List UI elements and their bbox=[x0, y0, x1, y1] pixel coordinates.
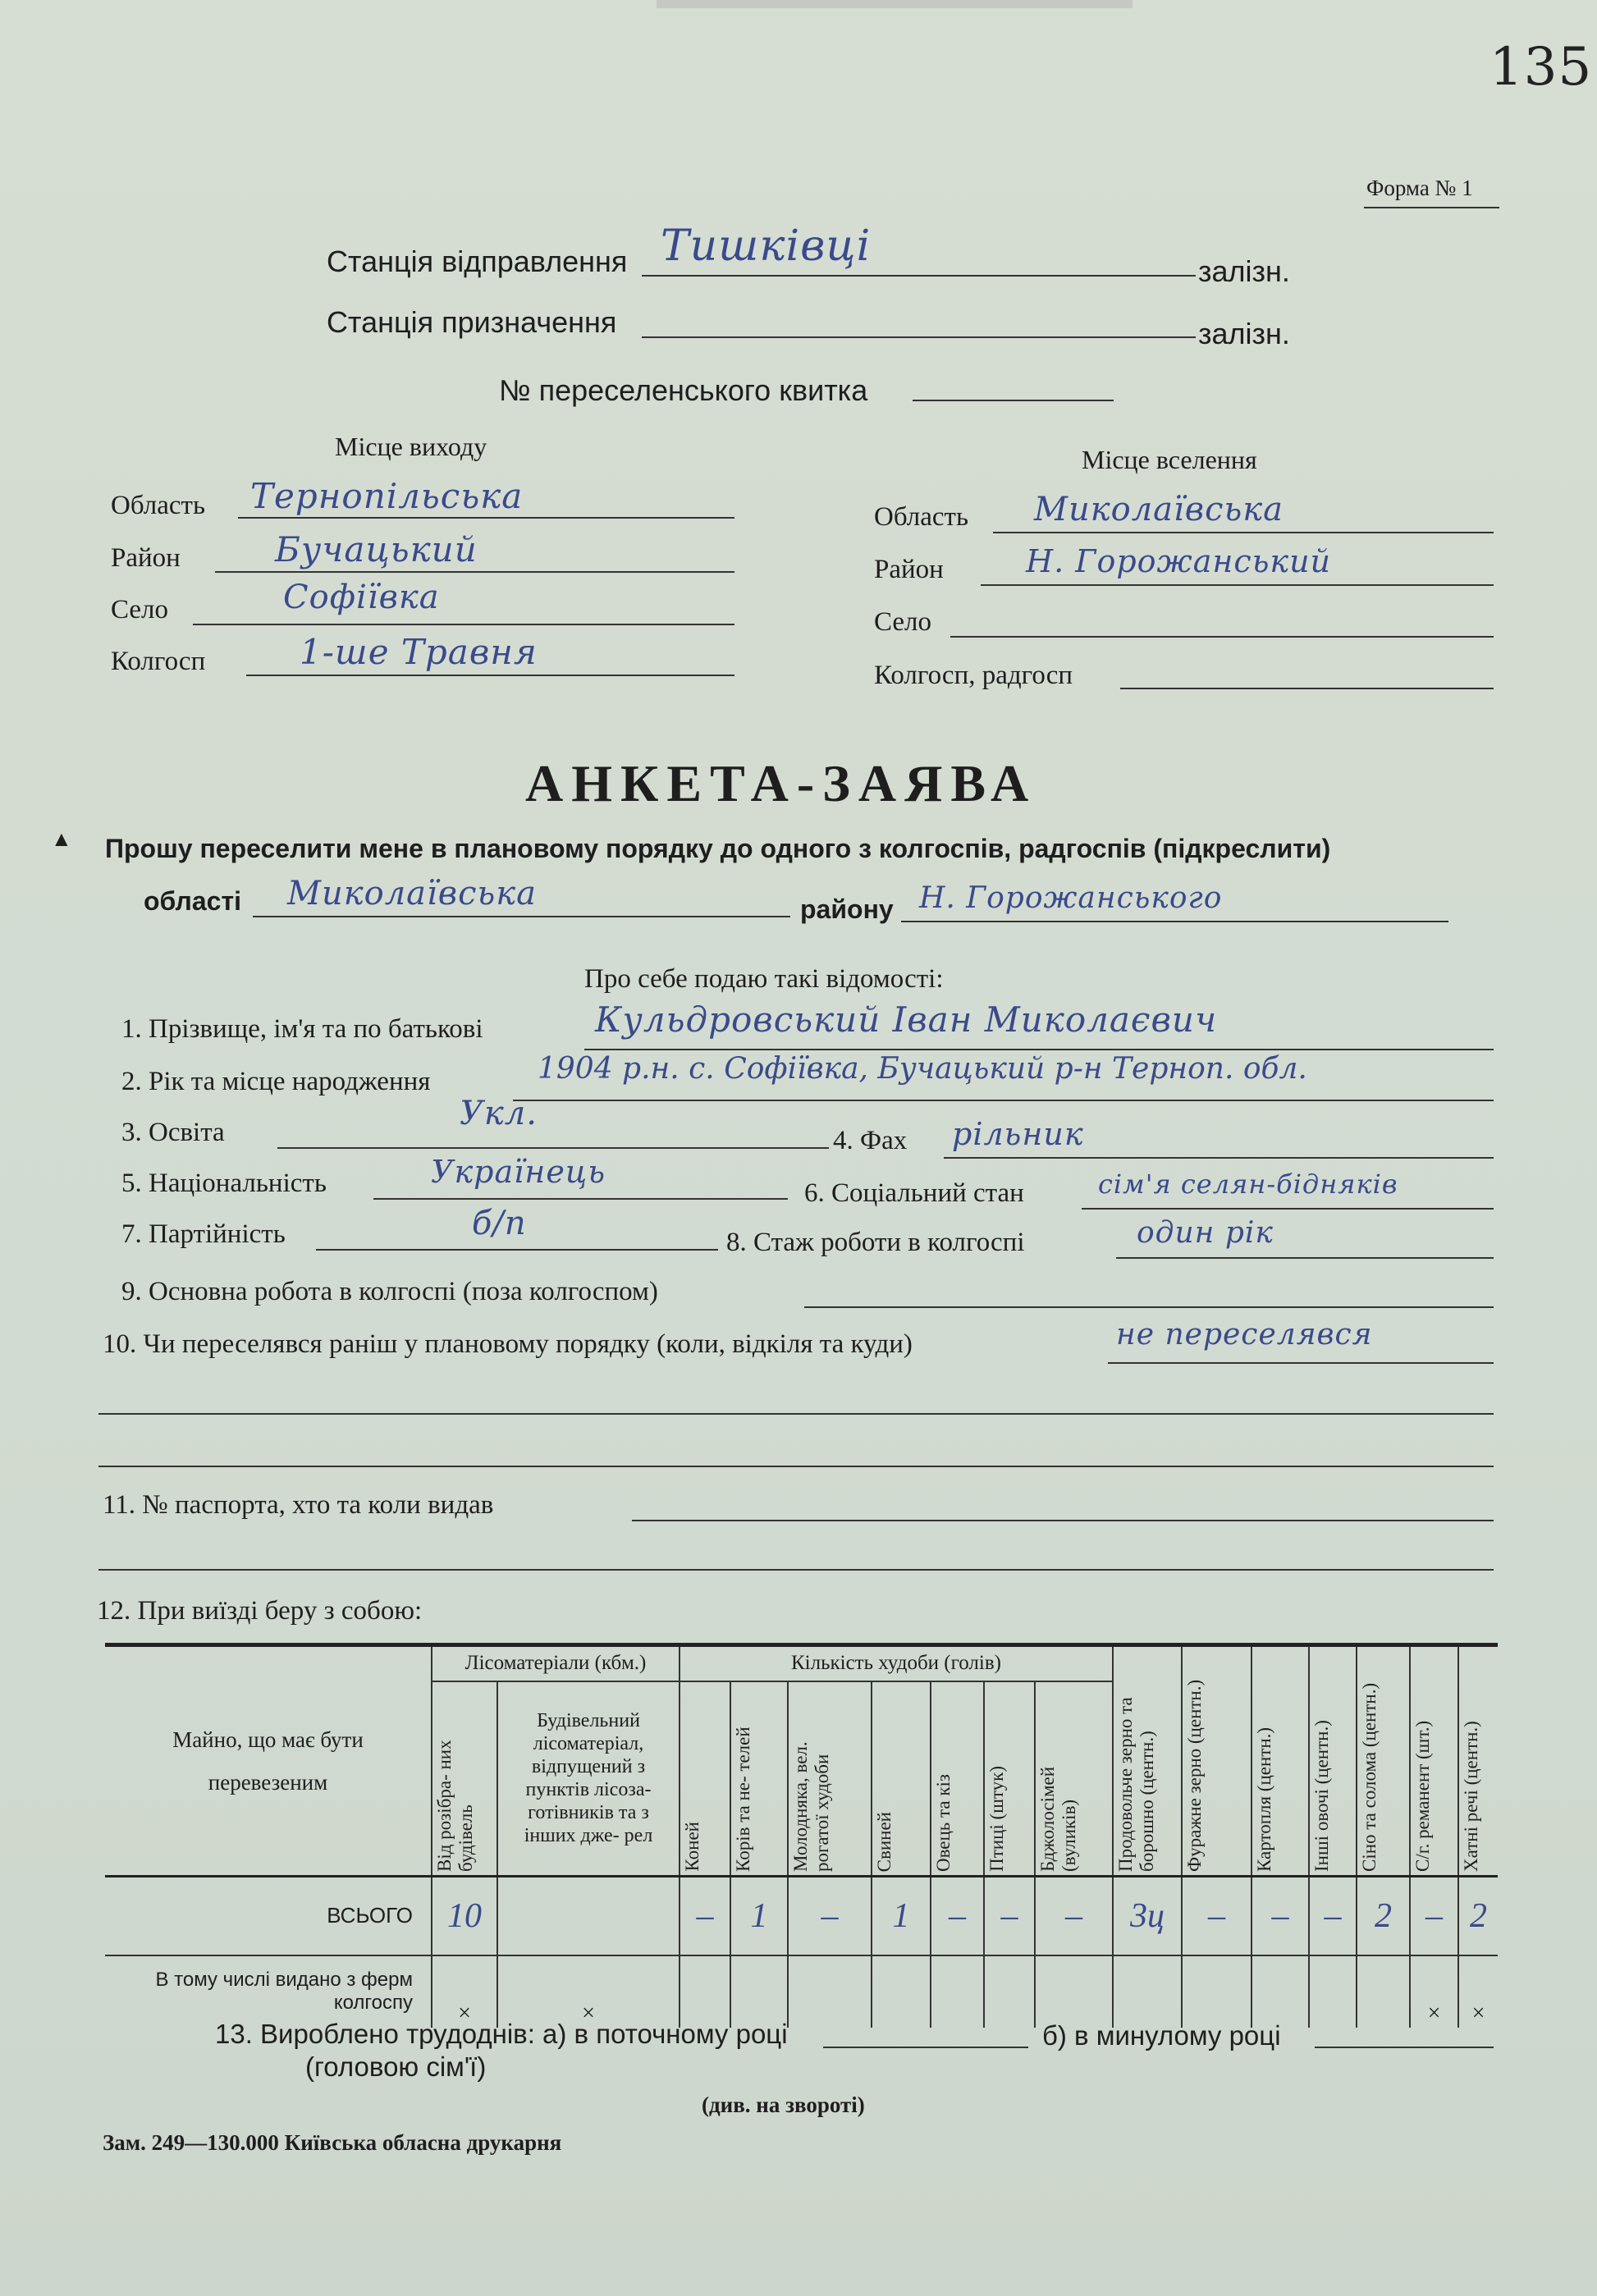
field-8-label: 8. Стаж роботи в колгоспі bbox=[726, 1228, 1025, 1257]
destination-region-value: Миколаївська bbox=[1034, 491, 1284, 528]
ticket-line bbox=[913, 400, 1114, 401]
origin-kolhosp-label: Колгосп bbox=[111, 647, 206, 676]
field-11-line-2 bbox=[98, 1569, 1494, 1571]
origin-kolhosp-value: 1-ше Травня bbox=[300, 632, 538, 672]
table-cell bbox=[1035, 1955, 1113, 2028]
table-cell: 3ц bbox=[1113, 1877, 1182, 1955]
table-cell: 1 bbox=[730, 1877, 788, 1955]
table-cell: 1 bbox=[872, 1877, 931, 1955]
table-cell: 10 bbox=[432, 1877, 497, 1955]
table-cell: – bbox=[1252, 1877, 1309, 1955]
request-rayon-label: району bbox=[800, 894, 894, 924]
table-cell bbox=[984, 1955, 1035, 2028]
col-grain-header: Продовольче зерно та борошно (центн.) bbox=[1115, 1697, 1157, 1872]
col-demolished-header: Від розібра- них будівель bbox=[434, 1740, 476, 1872]
origin-kolhosp-line bbox=[246, 675, 734, 676]
table-cell: × bbox=[432, 1955, 497, 2028]
origin-region-value: Тернопільська bbox=[250, 476, 524, 516]
field-7-line bbox=[316, 1249, 718, 1251]
form-label-underline bbox=[1364, 207, 1499, 208]
col-young-header: Молодняка, вел. рогатої худоби bbox=[790, 1741, 832, 1872]
col-sheep-header: Овець та кіз bbox=[933, 1773, 954, 1872]
row-farm-label: В тому числі видано з ферм колгоспу bbox=[105, 1955, 432, 2028]
tape-strip bbox=[657, 0, 1133, 8]
field-2-label: 2. Рік та місце народження bbox=[121, 1067, 431, 1096]
printer-imprint: Зам. 249—130.000 Київська обласна друкарня bbox=[103, 2130, 562, 2155]
departure-line bbox=[642, 275, 1196, 277]
form-label: Форма № 1 bbox=[1366, 176, 1473, 200]
table-cell: – bbox=[680, 1877, 730, 1955]
request-oblast-line bbox=[253, 916, 790, 917]
table-cell: – bbox=[1035, 1877, 1113, 1955]
field-9-label: 9. Основна робота в колгоспі (поза колгоспом) bbox=[121, 1277, 658, 1306]
field-1-label: 1. Прізвище, ім'я та по батькові bbox=[121, 1014, 483, 1044]
field-6-value: сім'я селян-бідняків bbox=[1098, 1169, 1398, 1200]
table-cell: – bbox=[931, 1877, 984, 1955]
field-3-line bbox=[277, 1147, 829, 1149]
table-cell: – bbox=[1309, 1877, 1357, 1955]
col-household-header: Хатні речі (центн.) bbox=[1461, 1721, 1481, 1872]
table-cell: 2 bbox=[1357, 1877, 1410, 1955]
form-title: АНКЕТА-ЗАЯВА bbox=[525, 754, 1037, 812]
workdays-prev-label: б) в минулому році bbox=[1042, 2020, 1281, 2051]
col-fodder-header: Фуражне зерно (центн.) bbox=[1184, 1679, 1205, 1872]
col-building-header: Будівельний лісоматеріал, відпущений з пунктів лісоза- готівників та з інших дже- рел bbox=[497, 1681, 680, 1877]
field-2-value: 1904 р.н. с. Софіївка, Бучацький р-н Терноп. обл. bbox=[538, 1052, 1307, 1086]
destination-village-line bbox=[950, 636, 1494, 638]
origin-district-line bbox=[215, 571, 734, 573]
table-cell bbox=[730, 1955, 788, 2028]
field-10-line-1 bbox=[1108, 1362, 1494, 1364]
field-4-line bbox=[944, 1157, 1494, 1159]
property-table bbox=[105, 1643, 1498, 2028]
origin-heading: Місце виходу bbox=[335, 432, 487, 461]
col-tools-header: С/г. реманент (шт.) bbox=[1412, 1720, 1433, 1872]
field-1-line bbox=[584, 1049, 1494, 1050]
field-11-line-1 bbox=[632, 1520, 1494, 1521]
field-10-line-3 bbox=[98, 1466, 1494, 1467]
col-property-header: Майно, що має бути перевезеним bbox=[105, 1645, 432, 1877]
col-horses-header: Коней bbox=[682, 1822, 702, 1872]
field-5-label: 5. Національність bbox=[121, 1169, 327, 1198]
departure-value: Тишківці bbox=[661, 222, 872, 271]
field-9-line bbox=[804, 1306, 1494, 1308]
field-4-value: рільник bbox=[952, 1116, 1084, 1152]
request-oblast-label: області bbox=[144, 886, 241, 916]
group-livestock-header: Кількість худоби (голів) bbox=[680, 1645, 1113, 1681]
request-rayon-value: Н. Горожанського bbox=[919, 881, 1223, 915]
table-cell: 2 bbox=[1458, 1877, 1498, 1955]
table-row-farm bbox=[105, 1955, 1498, 2028]
table-cell: – bbox=[1410, 1877, 1458, 1955]
col-veg-header: Інші овочі (центн.) bbox=[1311, 1720, 1332, 1872]
table-cell bbox=[931, 1955, 984, 2028]
table-cell bbox=[1309, 1955, 1357, 2028]
field-5-value: Українець bbox=[431, 1154, 606, 1190]
destination-station-line bbox=[642, 336, 1196, 338]
origin-region-label: Область bbox=[111, 491, 206, 520]
field-8-line bbox=[1116, 1257, 1494, 1259]
field-3-value: Укл. bbox=[460, 1095, 538, 1132]
rail-suffix-2: залізн. bbox=[1198, 317, 1290, 350]
table-cell bbox=[872, 1955, 931, 2028]
workdays-current-line bbox=[823, 2047, 1028, 2048]
destination-district-line bbox=[981, 584, 1494, 586]
col-potato-header: Картопля (центн.) bbox=[1254, 1727, 1274, 1872]
field-10-line-2 bbox=[98, 1413, 1494, 1415]
field-10-label: 10. Чи переселявся раніш у плановому порядку (коли, відкіля та куди) bbox=[103, 1329, 913, 1359]
request-oblast-value: Миколаївська bbox=[287, 875, 537, 912]
origin-village-value: Софіївка bbox=[283, 579, 440, 616]
row-total-label: ВСЬОГО bbox=[105, 1877, 432, 1955]
origin-village-label: Село bbox=[111, 595, 169, 624]
request-text: Прошу переселити мене в плановому порядку до одного з колгоспів, радгоспів (підкреслити) bbox=[105, 834, 1331, 863]
destination-kolhosp-label: Колгосп, радгосп bbox=[874, 661, 1073, 690]
destination-village-label: Село bbox=[874, 607, 932, 637]
workdays-label: 13. Вироблено трудоднів: а) в поточному році bbox=[215, 2019, 788, 2049]
field-12-label: 12. При виїзді беру з собою: bbox=[97, 1596, 423, 1626]
field-10-value: не переселявся bbox=[1116, 1318, 1373, 1352]
destination-kolhosp-line bbox=[1120, 688, 1494, 689]
field-11-label: 11. № паспорта, хто та коли видав bbox=[103, 1490, 494, 1520]
arrow-mark: ▲ bbox=[51, 827, 72, 851]
field-8-value: один рік bbox=[1137, 1216, 1274, 1250]
field-7-label: 7. Партійність bbox=[121, 1219, 286, 1249]
table-cell bbox=[1182, 1955, 1252, 2028]
field-4-label: 4. Фах bbox=[833, 1126, 908, 1155]
page-number: 135 bbox=[1489, 37, 1593, 98]
field-3-label: 3. Освіта bbox=[121, 1118, 225, 1147]
info-heading: Про себе подаю такі відомості: bbox=[584, 964, 944, 994]
destination-region-label: Область bbox=[874, 502, 969, 532]
field-6-line bbox=[1082, 1208, 1494, 1210]
table-cell bbox=[788, 1955, 872, 2028]
destination-station-label: Станція призначення bbox=[327, 305, 617, 339]
origin-district-label: Район bbox=[111, 543, 181, 573]
col-birds-header: Птиці (штук) bbox=[986, 1766, 1007, 1872]
table-cell: – bbox=[984, 1877, 1035, 1955]
table-cell bbox=[1113, 1955, 1182, 2028]
table-cell bbox=[1252, 1955, 1309, 2028]
departure-label: Станція відправлення bbox=[327, 245, 628, 278]
field-1-value: Кульдровський Іван Миколаєвич bbox=[595, 999, 1218, 1040]
footer-note: (див. на звороті) bbox=[702, 2092, 865, 2117]
destination-heading: Місце вселення bbox=[1082, 445, 1257, 474]
workdays-prev-line bbox=[1315, 2047, 1494, 2048]
table-cell: × bbox=[1410, 1955, 1458, 2028]
field-5-line bbox=[373, 1198, 788, 1200]
origin-region-line bbox=[238, 517, 734, 519]
rail-suffix-1: залізн. bbox=[1198, 254, 1290, 288]
destination-region-line bbox=[993, 532, 1494, 533]
table-cell bbox=[1357, 1955, 1410, 2028]
table-cell bbox=[497, 1877, 680, 1955]
table-cell: × bbox=[1471, 2000, 1485, 2026]
destination-district-value: Н. Горожанський bbox=[1026, 543, 1332, 579]
request-rayon-line bbox=[901, 921, 1448, 922]
field-6-label: 6. Соціальний стан bbox=[804, 1178, 1024, 1208]
origin-district-value: Бучацький bbox=[275, 529, 478, 569]
col-hay-header: Сіно та солома (центн.) bbox=[1359, 1682, 1380, 1872]
table-row-total bbox=[105, 1877, 1498, 1955]
origin-village-line bbox=[193, 624, 734, 625]
table-cell: – bbox=[788, 1877, 872, 1955]
group-timber-header: Лісоматеріали (кбм.) bbox=[432, 1645, 680, 1681]
ticket-label: № переселенського квитка bbox=[499, 373, 868, 407]
field-2-line bbox=[513, 1100, 1494, 1101]
workdays-sub: (головою сім'ї) bbox=[305, 2051, 487, 2082]
col-cows-header: Корів та не- телей bbox=[733, 1727, 753, 1872]
field-7-value: б/п bbox=[472, 1205, 527, 1242]
col-pigs-header: Свиней bbox=[874, 1811, 895, 1872]
table-cell: × bbox=[497, 1955, 680, 2028]
col-bees-header: Бджолосімей (вуликів) bbox=[1037, 1766, 1079, 1872]
destination-district-label: Район bbox=[874, 555, 944, 584]
table-cell: – bbox=[1182, 1877, 1252, 1955]
table-cell bbox=[680, 1955, 730, 2028]
